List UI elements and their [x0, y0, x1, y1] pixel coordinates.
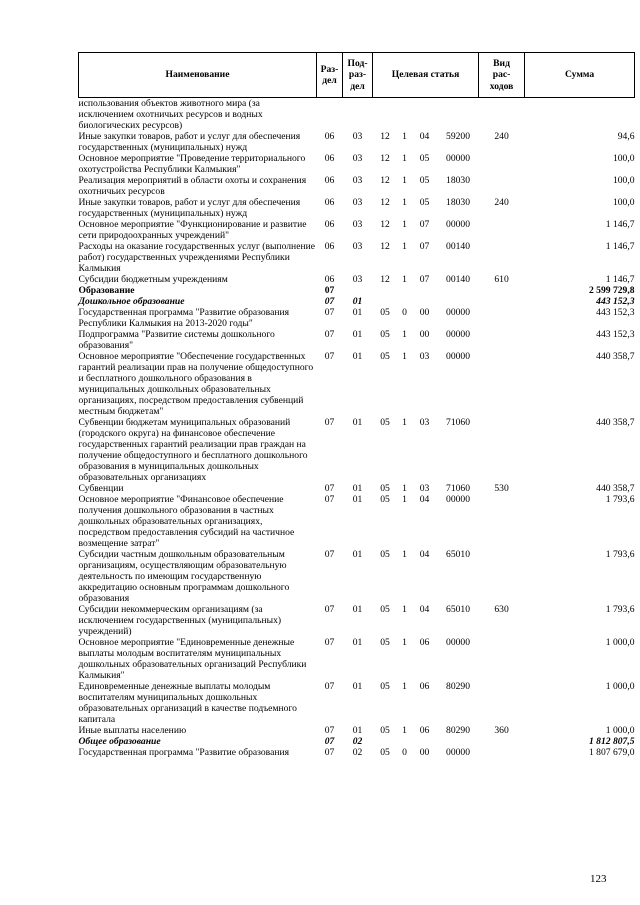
row-podrazdel: 01: [352, 351, 363, 362]
row-sum: 440 358,7: [596, 351, 635, 362]
row-podrazdel: 03: [352, 197, 363, 208]
row-vid: [479, 219, 525, 241]
row-target-program: 05: [380, 494, 390, 505]
row-podrazdel: 03: [352, 274, 363, 285]
row-sum: 440 358,7: [596, 417, 635, 428]
row-sum: 100,0: [612, 153, 635, 164]
budget-table: [78, 52, 635, 758]
row-vid: [479, 417, 525, 483]
row-razdel: 07: [324, 747, 335, 758]
row-razdel: 06: [324, 219, 335, 230]
row-target-direction: 00000: [446, 637, 471, 648]
row-target-subprogram: 1: [402, 725, 407, 736]
table-row: [79, 681, 635, 725]
table-row: [79, 219, 635, 241]
row-name: Субвенции бюджетам муниципальных образований (городского округа) на финансовое обеспечение государственных гарантий реализации прав граждан на получение общедоступного и бесплатного дошкольного образования в муниципальных дошкольных образовательных организациях: [78, 417, 308, 483]
row-vid: [479, 153, 525, 175]
row-sum: 1 812 807,5: [588, 736, 635, 747]
row-target-subprogram: [398, 296, 412, 307]
row-vid: [479, 241, 525, 274]
table-row: [79, 494, 635, 549]
row-name: Расходы на оказание государственных услуг (выполнение работ) государственных учреждениями Республики Калмыкия: [78, 241, 315, 274]
row-target-program: 05: [380, 747, 390, 758]
row-sum: 2 599 729,8: [588, 285, 635, 296]
row-razdel: 07: [324, 417, 335, 428]
table-row: [79, 296, 635, 307]
row-target-subprogram: 1: [402, 351, 407, 362]
row-name: Единовременные денежные выплаты молодым воспитателям муниципальных дошкольных образовательных организаций в качестве подъемного капитала: [78, 681, 297, 725]
row-target-direction: 00000: [446, 494, 471, 505]
row-vid: 240: [494, 131, 509, 142]
row-podrazdel: 01: [352, 637, 363, 648]
row-target-subprogram: 1: [402, 274, 407, 285]
header-vid: Вид рас- ходов: [479, 53, 525, 98]
table-row: [79, 483, 635, 494]
row-sum: 1 807 679,0: [588, 747, 635, 758]
row-vid: [479, 549, 525, 604]
row-vid: [479, 175, 525, 197]
row-target-event: 06: [419, 725, 430, 736]
row-target-direction: [438, 736, 479, 747]
row-sum: 1 146,7: [605, 274, 635, 285]
row-razdel: 06: [324, 175, 335, 186]
row-podrazdel: 01: [352, 417, 363, 428]
row-name: Государственная программа "Развитие образования Республики Калмыкия на 2013-2020 годы": [78, 307, 290, 329]
table-row: [79, 175, 635, 197]
row-target-program: 12: [380, 219, 390, 230]
row-target-program: 05: [380, 307, 390, 318]
row-target-event: 03: [419, 417, 430, 428]
table-row: [79, 747, 635, 758]
row-podrazdel: 03: [352, 241, 363, 252]
row-razdel: 07: [324, 329, 335, 340]
row-podrazdel: 01: [352, 549, 363, 560]
header-sum: Сумма: [525, 53, 635, 98]
row-target-event: [412, 285, 438, 296]
row-sum: 443 152,3: [596, 329, 635, 340]
row-sum: 1 793,6: [605, 494, 635, 505]
row-vid: [479, 307, 525, 329]
row-target-direction: 00000: [446, 747, 471, 758]
row-target-subprogram: 1: [402, 417, 407, 428]
row-vid: [479, 351, 525, 417]
row-target-program: 12: [380, 274, 390, 285]
row-name: Общее образование: [78, 736, 161, 747]
row-name: Подпрограмма "Развитие системы дошкольного образования": [78, 329, 275, 351]
row-vid: 530: [494, 483, 509, 494]
row-razdel: 07: [324, 725, 335, 736]
row-name: Субсидии частным дошкольным образовательным организациям, осуществляющим образовательную деятельность по имеющим государственную аккредитацию основным программам дошкольного образования: [78, 549, 290, 604]
row-podrazdel: 01: [352, 329, 363, 340]
row-vid: [479, 637, 525, 681]
row-target-program: 05: [380, 329, 390, 340]
row-target-subprogram: 1: [402, 329, 407, 340]
row-name: Образование: [78, 285, 135, 296]
row-target-direction: 59200: [446, 131, 471, 142]
row-target-program: 05: [380, 351, 390, 362]
table-row: [79, 98, 635, 132]
row-target-subprogram: [398, 285, 412, 296]
table-row: [79, 307, 635, 329]
row-vid: [479, 681, 525, 725]
row-target-event: 00: [419, 329, 430, 340]
row-sum: [525, 98, 635, 132]
row-target-subprogram: 1: [402, 197, 407, 208]
row-target-subprogram: 1: [402, 637, 407, 648]
row-target-direction: 80290: [446, 681, 471, 692]
row-target-program: [373, 296, 398, 307]
row-target-subprogram: 1: [402, 494, 407, 505]
row-name: Иные закупки товаров, работ и услуг для обеспечения государственных (муниципальных) нужд: [78, 131, 301, 153]
row-target-event: 07: [419, 219, 430, 230]
row-target-event: 00: [419, 307, 430, 318]
table-row: [79, 604, 635, 637]
row-vid: [479, 98, 525, 132]
row-target-program: [373, 98, 398, 132]
row-sum: 1 000,0: [605, 637, 635, 648]
row-razdel: [317, 98, 343, 132]
row-podrazdel: 02: [352, 747, 363, 758]
row-target-event: 04: [419, 494, 430, 505]
row-target-subprogram: [398, 736, 412, 747]
row-podrazdel: 01: [352, 681, 363, 692]
row-target-direction: 71060: [446, 483, 471, 494]
table-row: [79, 736, 635, 747]
row-sum: 1 146,7: [605, 219, 635, 230]
row-razdel: 06: [324, 274, 335, 285]
table-row: [79, 153, 635, 175]
row-name: Субсидии некоммерческим организациям (за исключением государственных (муниципальных) учреждений): [78, 604, 282, 637]
row-target-event: 06: [419, 681, 430, 692]
row-target-subprogram: 1: [402, 241, 407, 252]
row-podrazdel: 01: [352, 296, 363, 307]
row-target-direction: 65010: [446, 549, 471, 560]
row-target-event: 03: [419, 351, 430, 362]
row-target-direction: 18030: [446, 197, 471, 208]
page-number: 123: [590, 873, 607, 885]
row-vid: [479, 494, 525, 549]
row-target-subprogram: 1: [402, 483, 407, 494]
row-target-direction: 00000: [446, 219, 471, 230]
row-target-direction: 65010: [446, 604, 471, 615]
row-podrazdel: 01: [352, 494, 363, 505]
row-target-program: 12: [380, 197, 390, 208]
row-target-direction: 80290: [446, 725, 471, 736]
row-target-subprogram: 1: [402, 681, 407, 692]
row-target-direction: [438, 296, 479, 307]
table-row: [79, 241, 635, 274]
row-name: Реализация мероприятий в области охоты и сохранения охотничьих ресурсов: [78, 175, 307, 197]
row-vid: 630: [494, 604, 509, 615]
row-sum: 1 000,0: [605, 725, 635, 736]
table-row: [79, 637, 635, 681]
row-target-program: [373, 736, 398, 747]
table-body: [79, 98, 635, 759]
row-target-direction: 71060: [446, 417, 471, 428]
header-razdel: Раз- дел: [317, 53, 343, 98]
row-target-event: 05: [419, 197, 430, 208]
row-target-event: 00: [419, 747, 430, 758]
row-target-event: 04: [419, 549, 430, 560]
row-vid: [479, 296, 525, 307]
row-target-event: 04: [419, 131, 430, 142]
row-sum: 100,0: [612, 175, 635, 186]
row-razdel: 07: [324, 494, 335, 505]
row-vid: [479, 736, 525, 747]
row-target-event: 05: [419, 175, 430, 186]
header-podrazdel: Под- раз- дел: [343, 53, 373, 98]
table-row: [79, 417, 635, 483]
row-podrazdel: 03: [352, 219, 363, 230]
row-target-event: 03: [419, 483, 430, 494]
row-vid: [479, 329, 525, 351]
row-name: Государственная программа "Развитие образования: [78, 747, 290, 758]
row-target-event: 04: [419, 604, 430, 615]
header-name: Наименование: [79, 53, 317, 98]
row-razdel: 06: [324, 153, 335, 164]
row-target-subprogram: 1: [402, 549, 407, 560]
row-target-program: 05: [380, 549, 390, 560]
row-target-program: 12: [380, 241, 390, 252]
table-header-row: [79, 53, 635, 98]
row-sum: 1 146,7: [605, 241, 635, 252]
row-target-program: 12: [380, 175, 390, 186]
header-target: Целевая статья: [373, 53, 479, 98]
row-razdel: 07: [324, 637, 335, 648]
row-name: использования объектов животного мира (за исключением охотничьих ресурсов и водных биологических ресурсов): [78, 98, 263, 131]
row-podrazdel: 01: [352, 725, 363, 736]
row-target-program: 05: [380, 483, 390, 494]
row-sum: 1 793,6: [605, 549, 635, 560]
row-target-program: 12: [380, 153, 390, 164]
row-target-event: 07: [419, 274, 430, 285]
row-vid: [479, 747, 525, 758]
row-name: Иные выплаты населению: [78, 725, 187, 736]
row-razdel: 07: [324, 681, 335, 692]
row-target-event: 06: [419, 637, 430, 648]
row-target-subprogram: 1: [402, 175, 407, 186]
row-vid: 610: [494, 274, 509, 285]
row-target-direction: 00000: [446, 153, 471, 164]
row-razdel: 07: [324, 351, 335, 362]
row-name: Основное мероприятие "Единовременные денежные выплаты молодым воспитателям муниципальных дошкольных образовательных организаций Республики Калмыкия": [78, 637, 307, 681]
row-target-event: 07: [419, 241, 430, 252]
row-podrazdel: 01: [352, 307, 363, 318]
row-razdel: 07: [324, 483, 335, 494]
table-row: [79, 197, 635, 219]
row-razdel: 06: [324, 131, 335, 142]
row-name: Субвенции: [78, 483, 124, 494]
row-target-program: 12: [380, 131, 390, 142]
table-row: [79, 131, 635, 153]
row-podrazdel: 03: [352, 153, 363, 164]
row-name: Дошкольное образование: [78, 296, 185, 307]
table-row: [79, 725, 635, 736]
row-sum: 1 000,0: [605, 681, 635, 692]
row-sum: 440 358,7: [596, 483, 635, 494]
row-target-event: [412, 736, 438, 747]
row-target-subprogram: 1: [402, 131, 407, 142]
row-vid: 240: [494, 197, 509, 208]
row-target-event: [412, 98, 438, 132]
row-sum: 443 152,3: [596, 296, 635, 307]
row-name: Иные закупки товаров, работ и услуг для обеспечения государственных (муниципальных) нужд: [78, 197, 301, 219]
table-row: [79, 351, 635, 417]
row-vid: 360: [494, 725, 509, 736]
row-target-event: [412, 296, 438, 307]
table-row: [79, 285, 635, 296]
table-row: [79, 549, 635, 604]
row-vid: [479, 285, 525, 296]
row-razdel: 06: [324, 197, 335, 208]
row-target-direction: [438, 98, 479, 132]
row-target-program: 05: [380, 604, 390, 615]
row-target-subprogram: 0: [402, 747, 407, 758]
row-target-direction: 00000: [446, 307, 471, 318]
row-target-program: 05: [380, 681, 390, 692]
row-razdel: 06: [324, 241, 335, 252]
row-name: Основное мероприятие "Финансовое обеспечение получения дошкольного образования в частных дошкольных образовательных организациях, посредством предоставления субсидий на частичное возмещение затрат": [78, 494, 295, 549]
row-target-direction: 00140: [446, 241, 471, 252]
row-razdel: 07: [324, 307, 335, 318]
row-podrazdel: 01: [352, 483, 363, 494]
row-razdel: 07: [324, 296, 335, 307]
row-podrazdel: 03: [352, 175, 363, 186]
row-target-program: [373, 285, 398, 296]
row-target-subprogram: 1: [402, 604, 407, 615]
row-target-direction: 00140: [446, 274, 471, 285]
row-target-direction: 18030: [446, 175, 471, 186]
row-name: Основное мероприятие "Функционирование и развитие сети природоохранных учреждений": [78, 219, 307, 241]
row-name: Основное мероприятие "Обеспечение государственных гарантий реализации прав на получение общедоступного и бесплатного дошкольного образования в муниципальных дошкольных образовательных организациях, посредством предоставления субвенций местным бюджетам": [78, 351, 314, 417]
row-name: Основное мероприятие "Проведение территориального охотустройства Республики Калмыкия": [78, 153, 306, 175]
row-target-direction: 00000: [446, 351, 471, 362]
row-podrazdel: [343, 285, 373, 296]
row-razdel: 07: [324, 549, 335, 560]
row-target-direction: 00000: [446, 329, 471, 340]
row-target-program: 05: [380, 417, 390, 428]
row-sum: 1 793,6: [605, 604, 635, 615]
row-target-subprogram: [398, 98, 412, 132]
row-target-program: 05: [380, 725, 390, 736]
row-podrazdel: 03: [352, 131, 363, 142]
row-target-program: 05: [380, 637, 390, 648]
table-row: [79, 329, 635, 351]
row-target-subprogram: 0: [402, 307, 407, 318]
row-target-direction: [438, 285, 479, 296]
row-podrazdel: 01: [352, 604, 363, 615]
row-target-event: 05: [419, 153, 430, 164]
row-target-subprogram: 1: [402, 219, 407, 230]
table-row: [79, 274, 635, 285]
row-sum: 100,0: [612, 197, 635, 208]
row-razdel: 07: [324, 736, 335, 747]
row-target-subprogram: 1: [402, 153, 407, 164]
row-razdel: 07: [324, 604, 335, 615]
row-podrazdel: [343, 98, 373, 132]
row-sum: 94,6: [617, 131, 635, 142]
row-name: Субсидии бюджетным учреждениям: [78, 274, 228, 285]
row-podrazdel: 02: [352, 736, 363, 747]
row-sum: 443 152,3: [596, 307, 635, 318]
row-razdel: 07: [324, 285, 335, 296]
